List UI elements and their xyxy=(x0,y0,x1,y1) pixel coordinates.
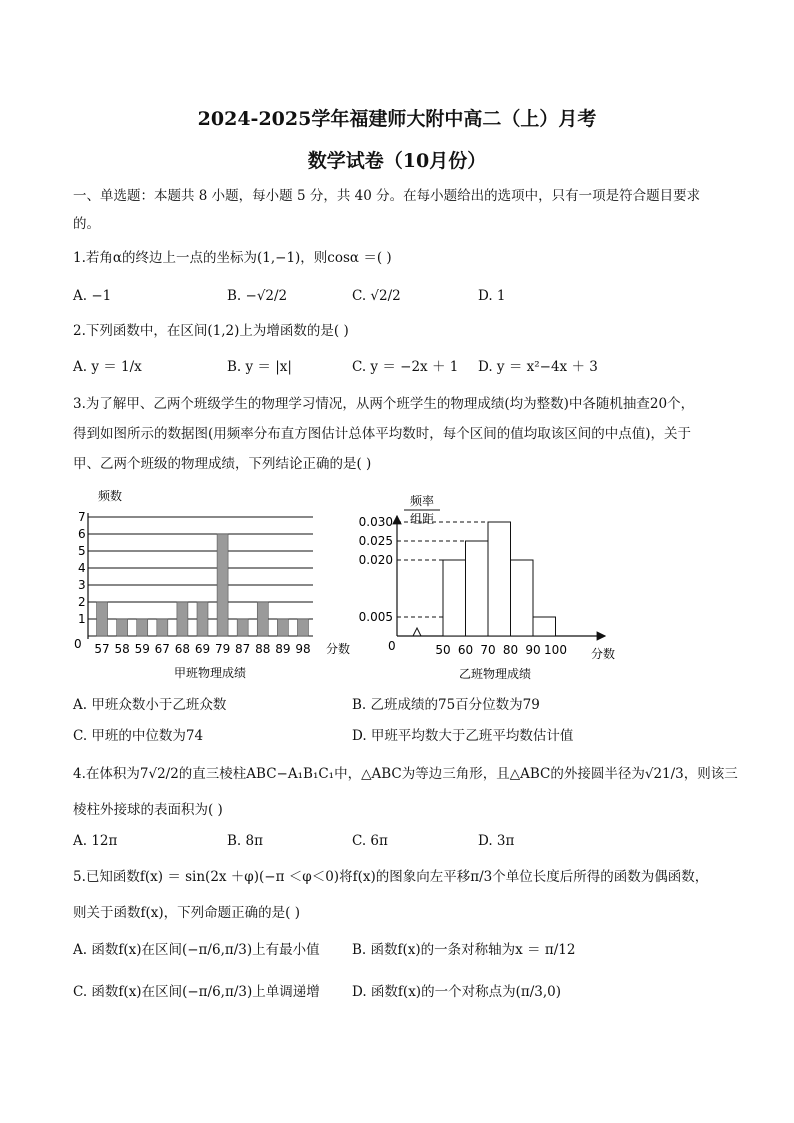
q5-option-b: B. 函数f(x)的一条对称轴为x ＝ π/12 xyxy=(352,942,576,958)
chart1-xtick-label: 57 xyxy=(94,642,110,656)
chart1-bar-57 xyxy=(97,602,108,636)
chart1-ytick-label: 0 xyxy=(74,637,82,651)
q5-option-d: D. 函数f(x)的一个对称点为(π/3,0) xyxy=(352,984,561,1000)
q1-option-b: B. −√2/2 xyxy=(227,288,288,304)
q5-option-c: C. 函数f(x)在区间(−π/6,π/3)上单调递增 xyxy=(73,984,320,1000)
chart1-bar-89 xyxy=(277,619,288,636)
chart1-ytick-label: 6 xyxy=(78,527,86,541)
chart1-xtick-label: 87 xyxy=(235,642,251,656)
chart2-ytick-label: 0.005 xyxy=(358,610,393,624)
class-a-frequency-chart xyxy=(60,484,350,684)
chart2-axis-break xyxy=(413,628,421,636)
section-instruction-line1: 一、单选题：本题共 8 小题，每小题 5 分，共 40 分。在每小题给出的选项中，只有一项是符合题目要求 xyxy=(73,188,701,204)
chart1-bar-67 xyxy=(157,619,168,636)
chart2-xtick-label: 60 xyxy=(457,643,474,657)
q3-stem-line1: 3.为了解甲、乙两个班级学生的物理学习情况，从两个班学生的物理成绩(均为整数)中各随机抽查20个， xyxy=(73,396,695,412)
chart1-title: 甲班物理成绩 xyxy=(173,666,247,680)
q3-option-b: B. 乙班成绩的75百分位数为79 xyxy=(352,697,540,713)
chart1-ytick-label: 5 xyxy=(78,544,86,558)
q4-stem-line2: 棱柱外接球的表面积为( ) xyxy=(73,802,223,818)
chart1-ytick-label: 2 xyxy=(78,595,86,609)
chart1-xtick-label: 59 xyxy=(134,642,150,656)
q1-stem: 1.若角α的终边上一点的坐标为(1,−1)，则cosα ＝( ) xyxy=(73,250,392,266)
chart1-xtick-label: 67 xyxy=(154,642,170,656)
chart1-bar-68 xyxy=(177,602,188,636)
chart2-bar-90-100 xyxy=(533,617,556,636)
q4-option-c: C. 6π xyxy=(352,833,388,849)
chart1-xlabel: 分数 xyxy=(326,642,350,656)
q3-option-c: C. 甲班的中位数为74 xyxy=(73,728,204,744)
chart2-bar-80-90 xyxy=(511,560,534,636)
chart2-origin-label: 0 xyxy=(388,639,396,653)
exam-subtitle: 数学试卷（10月份） xyxy=(307,150,487,172)
chart2-title: 乙班物理成绩 xyxy=(458,667,532,681)
section-instruction-line2: 的。 xyxy=(73,216,100,232)
chart2-ylabel-top: 频率 xyxy=(409,494,435,508)
chart2-xtick-label: 90 xyxy=(525,643,541,657)
chart1-bar-88 xyxy=(257,602,268,636)
chart1-bar-98 xyxy=(297,619,308,636)
chart2-xtick-label: 70 xyxy=(480,643,496,657)
chart2-xtick-label: 80 xyxy=(502,643,519,657)
chart1-xtick-label: 69 xyxy=(194,642,211,656)
chart2-ylabel-bottom: 组距 xyxy=(409,512,435,526)
chart1-xtick-label: 89 xyxy=(275,642,291,656)
chart1-xtick-label: 88 xyxy=(255,642,271,656)
chart1-ytick-label: 1 xyxy=(78,612,86,626)
q1-option-c: C. √2/2 xyxy=(352,288,401,304)
q2-stem: 2.下列函数中，在区间(1,2)上为增函数的是( ) xyxy=(73,323,349,339)
q4-stem-line1: 4.在体积为7√2/2的直三棱柱ABC−A₁B₁C₁中，△ABC为等边三角形，且△ABC的外接圆半径为√21/3，则该三 xyxy=(73,766,738,782)
q5-stem-line1: 5.已知函数f(x) ＝ sin(2x ＋φ)(−π ＜φ＜0)将f(x)的图象向左平移π/3个单位长度后所得的函数为偶函数， xyxy=(73,869,709,885)
chart1-ytick-label: 4 xyxy=(78,561,86,575)
chart1-xtick-label: 58 xyxy=(114,642,130,656)
chart2-xtick-label: 100 xyxy=(544,643,567,657)
q4-option-d: D. 3π xyxy=(478,833,515,849)
chart2-bar-60-70 xyxy=(466,541,489,636)
chart2-xlabel: 分数 xyxy=(591,647,616,661)
q1-option-d: D. 1 xyxy=(478,288,506,304)
q2-option-a: A. y ＝ 1/x xyxy=(73,359,142,375)
chart2-bar-50-60 xyxy=(443,560,466,636)
q3-option-d: D. 甲班平均数大于乙班平均数估计值 xyxy=(352,728,574,744)
q3-option-a: A. 甲班众数小于乙班众数 xyxy=(73,697,227,713)
chart2-ytick-label: 0.030 xyxy=(358,515,393,529)
chart1-bar-69 xyxy=(197,602,208,636)
chart2-xtick-label: 50 xyxy=(435,643,451,657)
chart1-xtick-label: 98 xyxy=(295,642,311,656)
q1-option-a: A. −1 xyxy=(73,288,112,304)
q5-option-a: A. 函数f(x)在区间(−π/6,π/3)上有最小值 xyxy=(73,942,320,958)
chart2-ytick-label: 0.020 xyxy=(358,553,393,567)
q3-stem-line3: 甲、乙两个班级的物理成绩，下列结论正确的是( ) xyxy=(73,456,372,472)
chart1-ytick-label: 3 xyxy=(78,578,86,592)
class-b-histogram xyxy=(355,488,625,684)
chart1-xtick-label: 79 xyxy=(214,642,231,656)
chart1-bar-59 xyxy=(137,619,148,636)
chart1-ylabel: 频数 xyxy=(98,489,123,503)
chart2-ytick-label: 0.025 xyxy=(358,534,393,548)
chart2-bar-70-80 xyxy=(488,522,511,636)
q2-option-d: D. y ＝ x²−4x ＋ 3 xyxy=(478,359,598,375)
q5-stem-line2: 则关于函数f(x)，下列命题正确的是( ) xyxy=(73,905,300,921)
q2-option-b: B. y ＝ |x| xyxy=(227,359,292,375)
q3-stem-line2: 得到如图所示的数据图(用频率分布直方图估计总体平均数时，每个区间的值均取该区间的中点值)，关于 xyxy=(73,426,692,442)
q4-option-a: A. 12π xyxy=(73,833,118,849)
chart1-bar-87 xyxy=(237,619,248,636)
chart1-xtick-label: 68 xyxy=(174,642,191,656)
chart1-bar-58 xyxy=(117,619,128,636)
exam-title: 2024-2025学年福建师大附中高二（上）月考 xyxy=(197,108,597,130)
q2-option-c: C. y ＝ −2x ＋ 1 xyxy=(352,359,459,375)
chart1-ytick-label: 7 xyxy=(78,510,86,524)
chart1-bar-79 xyxy=(217,534,228,636)
q4-option-b: B. 8π xyxy=(227,833,263,849)
